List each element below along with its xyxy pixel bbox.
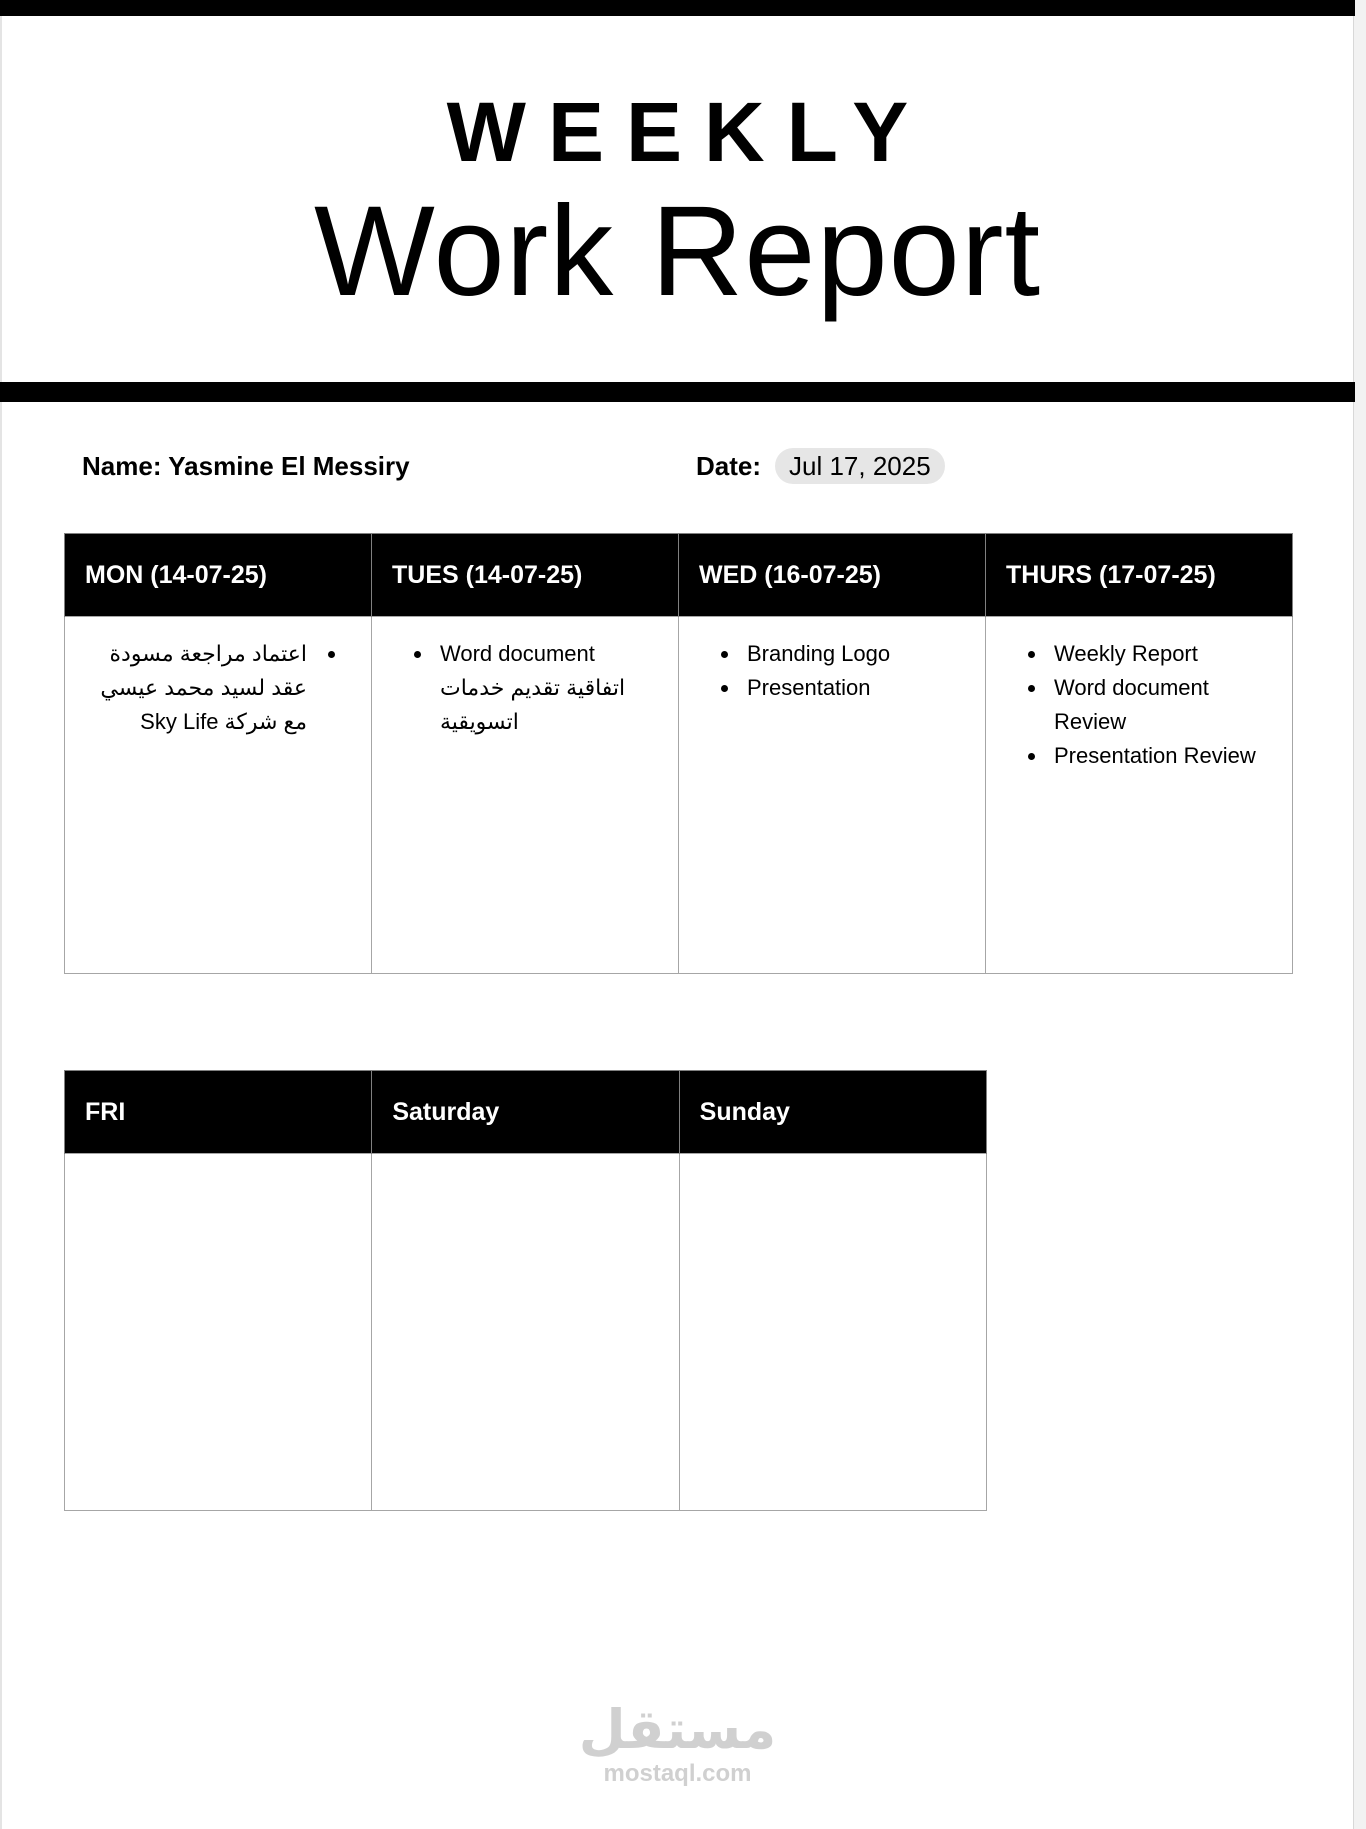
date-chip[interactable]: Jul 17, 2025 <box>775 448 945 484</box>
watermark-logo: مستقل <box>578 1700 777 1760</box>
day-cell-fri[interactable] <box>65 1154 372 1511</box>
name-field <box>82 448 410 484</box>
day-header-fri: FRI <box>65 1071 372 1154</box>
watermark-url: mostaql.com <box>603 1760 752 1787</box>
name-label: Name: <box>82 451 162 481</box>
date-field <box>696 448 945 484</box>
task-item: • Presentation <box>741 671 963 705</box>
day-header-thurs: THURS (17-07-25) <box>986 534 1293 617</box>
date-label: Date: <box>696 451 762 481</box>
day-cell-mon[interactable] <box>65 617 372 974</box>
task-item: • Weekly Report <box>1048 637 1270 671</box>
day-cell-tues[interactable] <box>372 617 679 974</box>
name-value: Yasmine El Messiry <box>168 451 410 481</box>
task-list <box>65 617 371 739</box>
task-item: • Word document اتفاقية تقديم خدمات اتسويقية <box>434 637 656 739</box>
task-list <box>679 617 985 705</box>
day-header-wed: WED (16-07-25) <box>679 534 986 617</box>
weekday-table <box>64 533 1293 974</box>
header-rule <box>0 382 1355 402</box>
day-header-saturday: Saturday <box>372 1071 679 1154</box>
watermark <box>0 1700 1355 1788</box>
task-list <box>372 617 678 739</box>
top-rule <box>0 0 1355 16</box>
task-item: • اعتماد مراجعة مسودة عقد لسيد محمد عيسي مع شركة Sky Life <box>85 637 315 739</box>
weekend-table <box>64 1070 987 1511</box>
day-cell-sunday[interactable] <box>679 1154 986 1511</box>
task-item: • Branding Logo <box>741 637 963 671</box>
task-list <box>986 617 1292 773</box>
day-header-mon: MON (14-07-25) <box>65 534 372 617</box>
title-weekly: WEEKLY <box>446 85 931 179</box>
day-header-sunday: Sunday <box>679 1071 986 1154</box>
task-item: • Word document Review <box>1048 671 1270 739</box>
day-cell-thurs[interactable] <box>986 617 1293 974</box>
task-item: • Presentation Review <box>1048 739 1270 773</box>
day-cell-wed[interactable] <box>679 617 986 974</box>
day-header-tues: TUES (14-07-25) <box>372 534 679 617</box>
page-title: Work Report <box>313 180 1042 323</box>
day-cell-saturday[interactable] <box>372 1154 679 1511</box>
